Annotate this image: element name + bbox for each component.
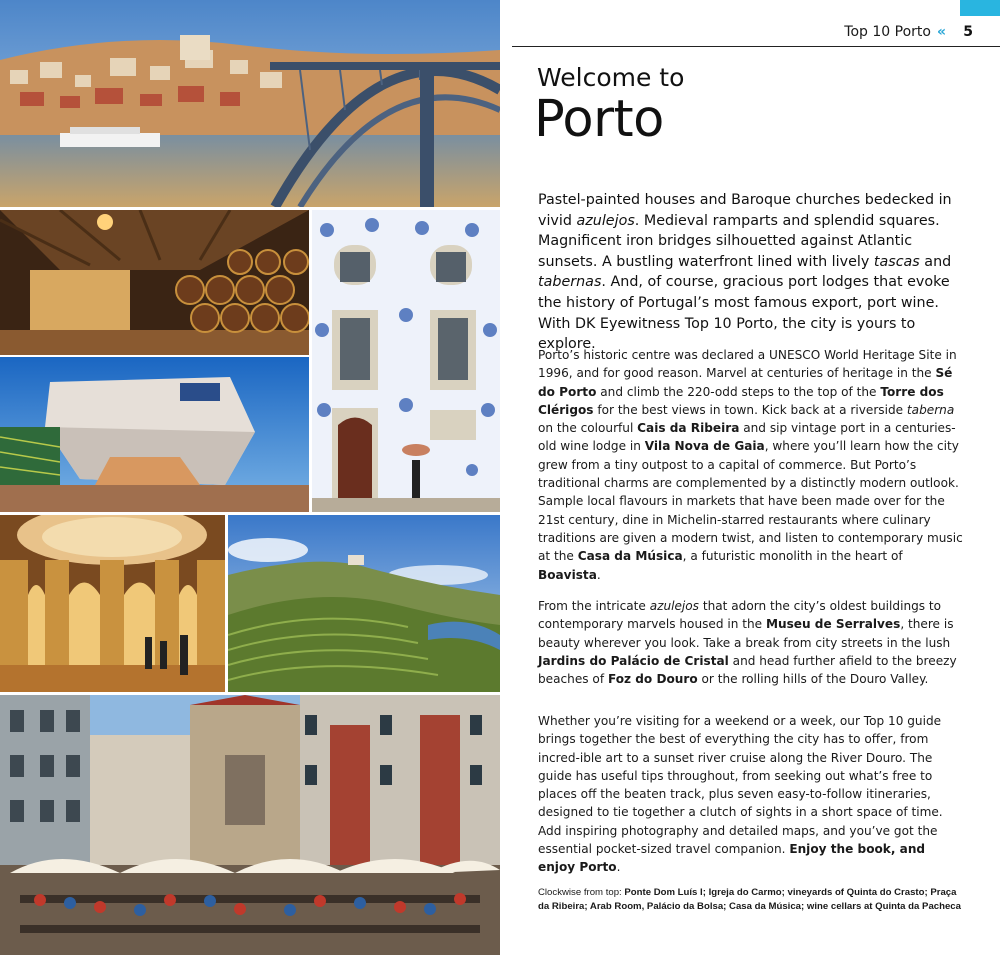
photo-douro-vineyards [228,515,500,692]
double-chevron-icon: « [936,24,944,40]
page-title-line1: Welcome to [537,63,685,92]
running-header-section: Top 10 Porto [844,24,931,40]
photo-igreja-do-carmo [312,210,500,512]
photo-arab-room [0,515,225,692]
body-paragraph-3: Whether you’re visiting for a weekend or a week, our Top 10 guide brings together the best of everything the city has to offer, from incred-ible art to a sunset river cruise along the River Douro. The guide has useful tips throughout, from seeking out what’s free to places off the beaten track, plus seven easy-to-follow itineraries, designed to tie together a clutch of sights in a short space of time. Add inspiring photography and detailed maps, and you’ve got the essential pocket-sized travel companion. Enjoy the book, and enjoy Porto. [538,714,943,875]
header-accent-tab [960,0,1000,16]
intro-paragraph: Pastel-painted houses and Baroque churches bedecked in vivid azulejos. Medieval ramparts and splendid squares. Magnificent iron bridges silhouetted against Atlantic sunsets. A bustling waterfront lined with lively tascas and tabernas. And, of course, gracious port lodges that evoke the history of Portugal’s most famous export, port wine. With DK Eyewitness Top 10 Porto, the city is yours to explore. [538,192,952,353]
photo-casa-da-musica [0,357,309,512]
body-paragraph-1: Porto’s historic centre was declared a UNESCO World Heritage Site in 1996, and for good reason. Marvel at centuries of heritage in the Sé do Porto and climb the 220-odd steps to the top of the Torre dos Clérigos for the best views in town. Kick back at a riverside taberna on the colourful Cais da Ribeira and sip vintage port in a centuries-old wine lodge in Vila Nova de Gaia, where you’ll learn how the city grew from a tiny outpost to a capital of commerce. But Porto’s traditional charms are complemented by a distinctly modern outlook. Sample local flavours in markets that have been made over for the 21st century, dine in Michelin-starred restaurants where culinary traditions are given a modern twist, and listen to contemporary music at the Casa da Música, a futuristic monolith in the heart of Boavista. [538,348,963,582]
photo-praca-da-ribeira [0,695,500,955]
running-header [844,24,944,40]
photo-wine-cellars [0,210,309,355]
header-rule [512,46,1000,47]
page-number: 5 [963,24,973,40]
body-paragraph-2: From the intricate azulejos that adorn the city’s oldest buildings to contemporary marvels housed in the Museu de Serralves, there is beauty wherever you look. Take a break from city streets in the lush Jardins do Palácio de Cristal and head further afield to the breezy beaches of Foz do Douro or the rolling hills of the Douro Valley. [538,599,957,687]
photo-caption: Clockwise from top: Ponte Dom Luís I; Igreja do Carmo; vineyards of Quinta do Crasto; Praça da Ribeira; Arab Room, Palácio da Bolsa; Casa da Música; wine cellars at Quinta da Pacheca [538,887,961,912]
photo-ponte-dom-luis [0,0,500,207]
page-title-line2: Porto [534,90,664,149]
